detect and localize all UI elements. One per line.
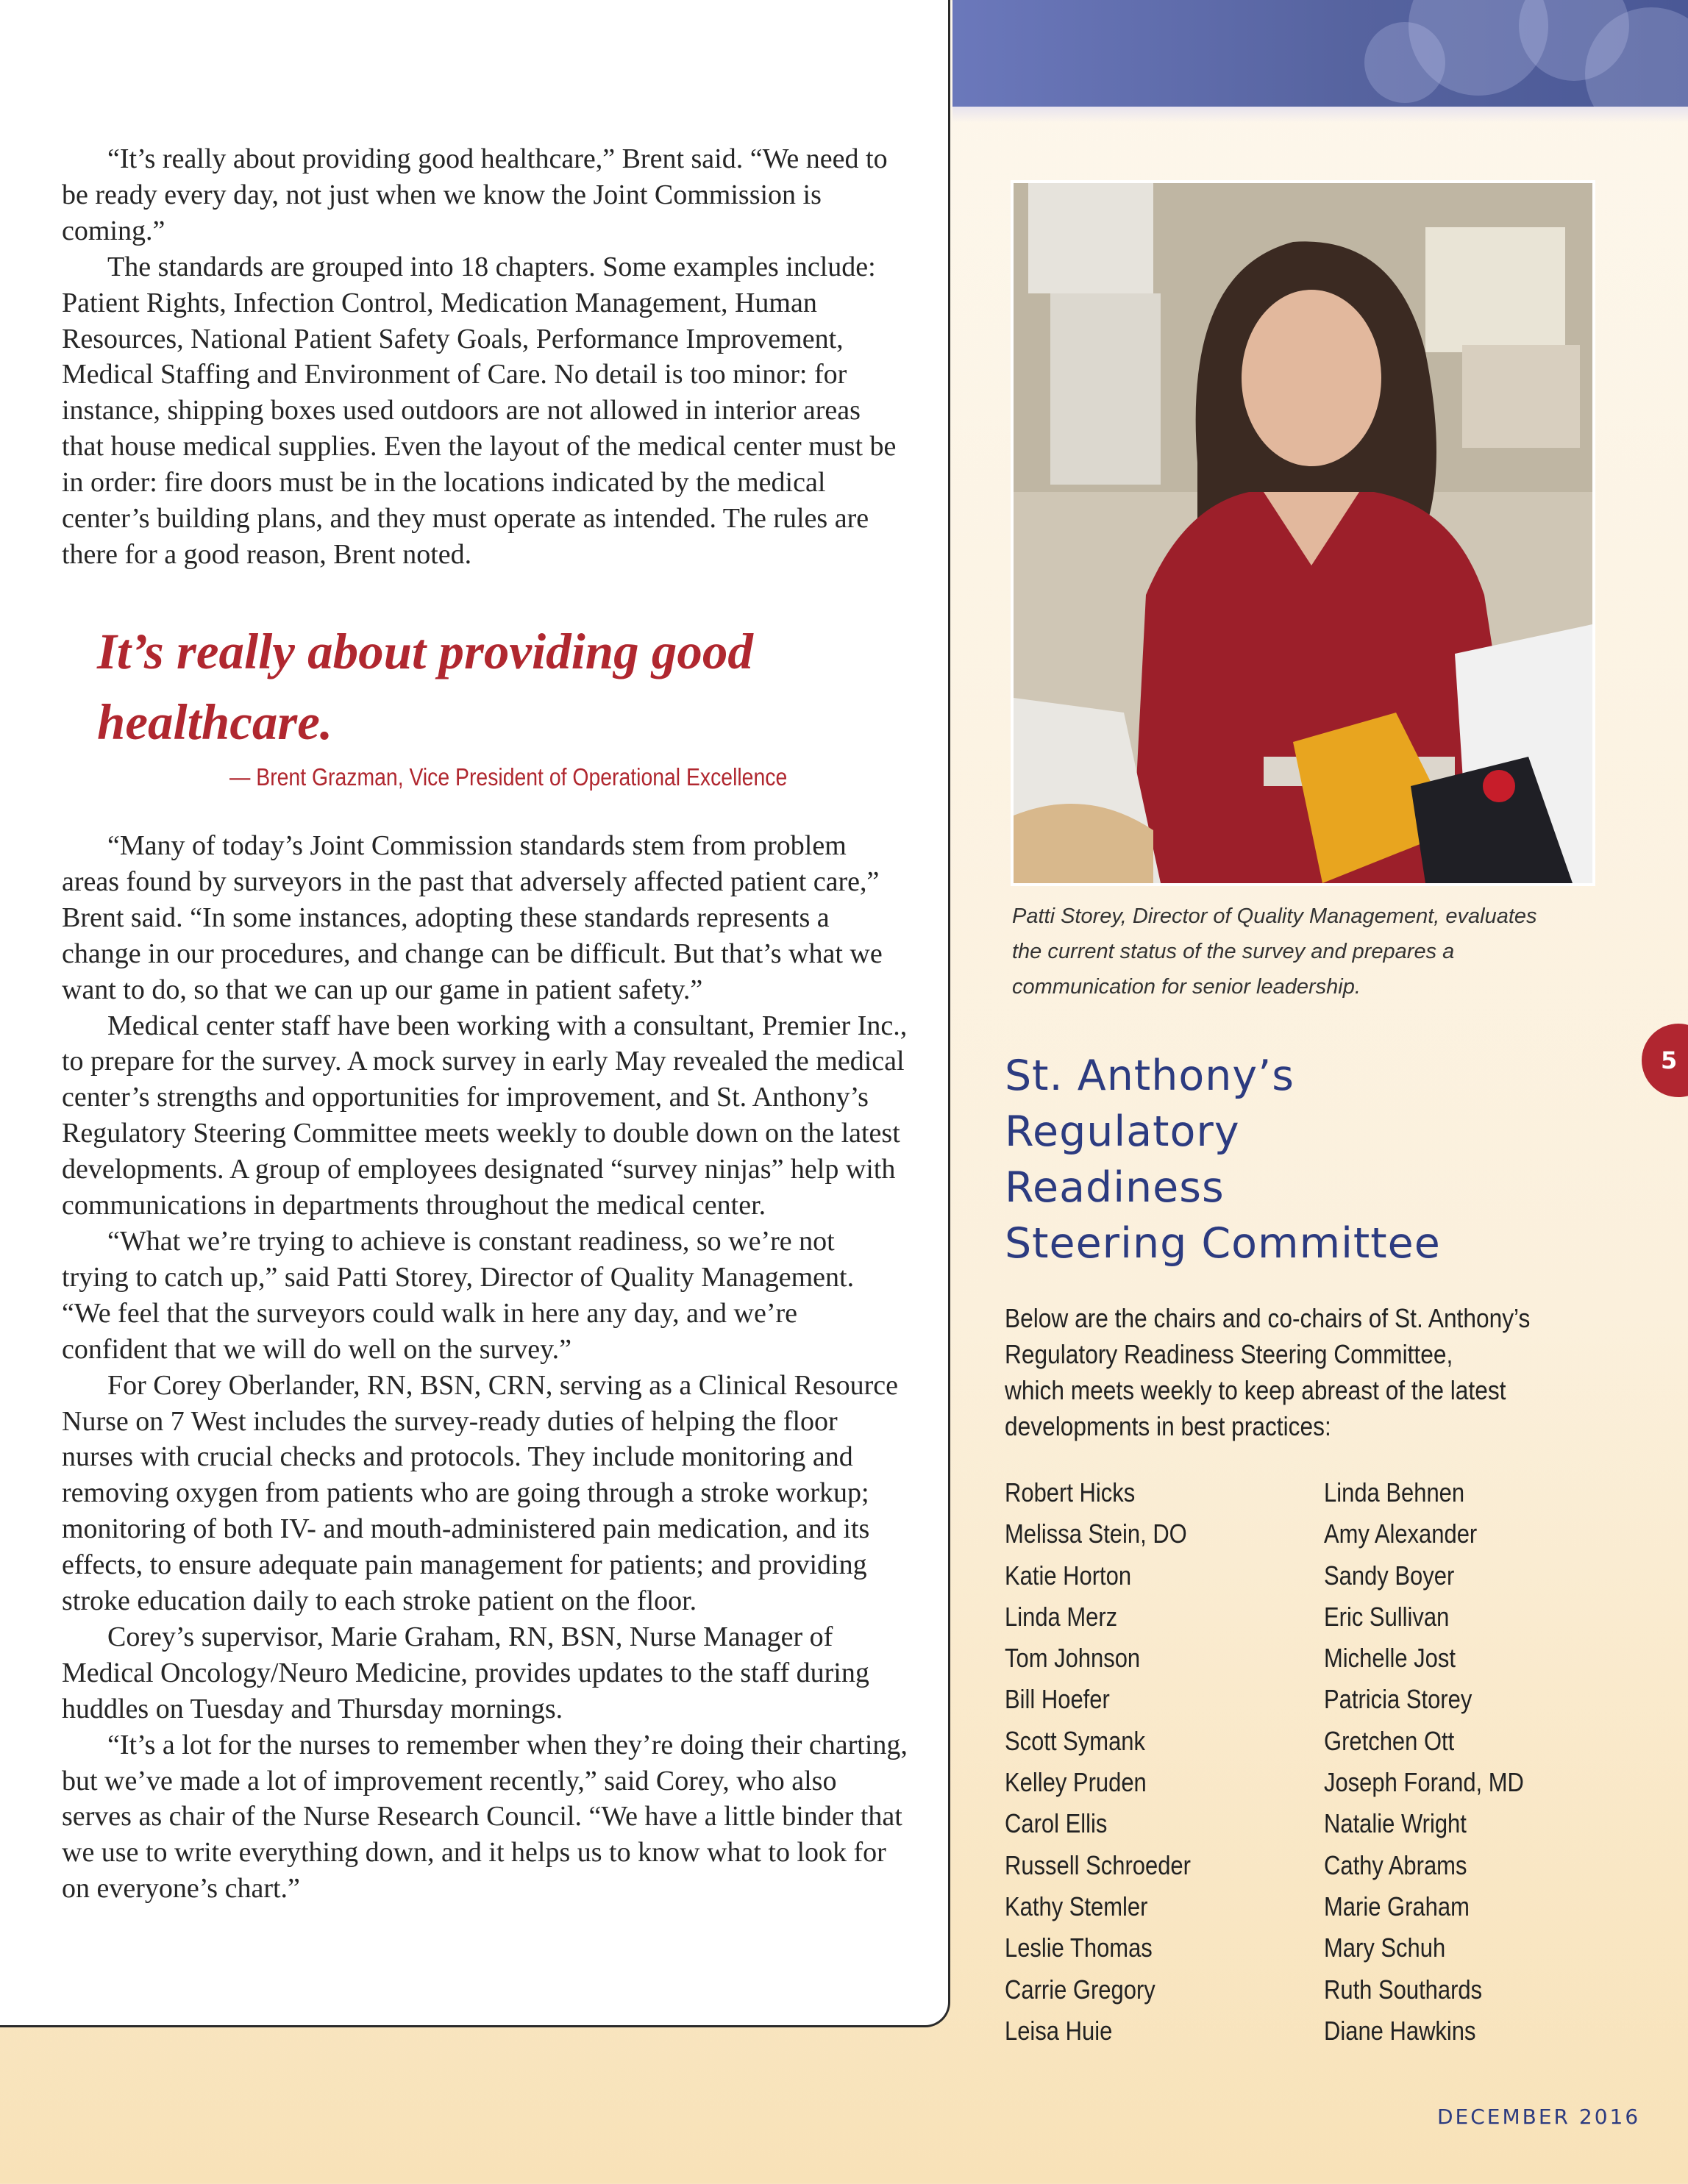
member-name: Marie Graham <box>1324 1891 1470 1921</box>
caption-line: communication for senior leadership. <box>1012 975 1361 999</box>
committee-title <box>1005 1048 1630 1271</box>
committee-names-left <box>1005 1472 1221 2052</box>
intro-line: which meets weekly to keep abreast of the latest <box>1005 1375 1506 1405</box>
member-name: Melissa Stein, DO <box>1005 1519 1187 1549</box>
member-name: Michelle Jost <box>1324 1643 1456 1674</box>
member-name: Cathy Abrams <box>1324 1849 1467 1880</box>
pull-quote-attribution: — Brent Grazman, Vice President of Operational Excellence <box>229 763 788 791</box>
member-name: Carol Ellis <box>1005 1808 1108 1839</box>
intro-line: Below are the chairs and co-chairs of St. Anthony’s <box>1005 1303 1531 1333</box>
intro-line: Regulatory Readiness Steering Committee, <box>1005 1339 1453 1369</box>
member-name: Eric Sullivan <box>1324 1601 1450 1632</box>
member-name: Sandy Boyer <box>1324 1560 1455 1591</box>
committee-title-line: Readiness <box>1005 1163 1225 1212</box>
member-name: Kathy Stemler <box>1005 1891 1148 1921</box>
member-name: Carrie Gregory <box>1005 1974 1155 2005</box>
member-name: Patricia Storey <box>1324 1684 1472 1715</box>
staff-photo <box>1011 180 1595 886</box>
caption-line: the current status of the survey and prepares a <box>1012 940 1455 963</box>
photo-caption <box>1012 899 1600 1004</box>
member-name: Gretchen Ott <box>1324 1725 1455 1756</box>
member-name: Bill Hoefer <box>1005 1684 1110 1715</box>
member-name: Linda Behnen <box>1324 1477 1465 1507</box>
photo-illustration <box>1014 183 1592 883</box>
committee-title-line: Regulatory <box>1005 1107 1240 1156</box>
bokeh-circle <box>1364 22 1445 103</box>
committee-title-line: Steering Committee <box>1005 1219 1441 1268</box>
member-name: Amy Alexander <box>1324 1519 1478 1549</box>
pull-quote <box>97 616 906 757</box>
issue-footer: DECEMBER 2016 <box>1437 2105 1641 2129</box>
member-name: Natalie Wright <box>1324 1808 1467 1839</box>
member-name: Ruth Southards <box>1324 1974 1483 2005</box>
member-name: Kelley Pruden <box>1005 1767 1147 1798</box>
member-name: Katie Horton <box>1005 1560 1132 1591</box>
member-name: Robert Hicks <box>1005 1477 1136 1507</box>
committee-title-line: St. Anthony’s <box>1005 1052 1295 1100</box>
committee-names-right <box>1324 1472 1556 2052</box>
article-column-bottom <box>62 828 908 1907</box>
article-paragraph: For Corey Oberlander, RN, BSN, CRN, serving as a Clinical Resource Nurse on 7 West includes the survey-ready duties of helping the floor nurses with crucial checks and protocols. They include monitoring and removing oxygen from patients who are going through a stroke workup; monitoring of both IV- and mouth-administered pain medication, and its effects, to ensure adequate pain management for patients; and providing stroke education daily to each stroke patient on the floor. <box>62 1369 898 1617</box>
member-name: Linda Merz <box>1005 1601 1118 1632</box>
member-name: Tom Johnson <box>1005 1643 1141 1674</box>
article-paragraph: “It’s a lot for the nurses to remember when they’re doing their charting, but we’ve made a lot of improvement recently,” said Corey, who also serves as chair of the Nurse Research Council. “We have a little binder that we use to write everything down, and it helps us to know what to look for on everyone’s chart.” <box>62 1729 908 1905</box>
member-name: Diane Hawkins <box>1324 2015 1476 2046</box>
article-column-top <box>62 141 908 573</box>
intro-line: developments in best practices: <box>1005 1411 1331 1441</box>
article-paragraph: “It’s really about providing good healthcare,” Brent said. “We need to be ready every day, not just when we know the Joint Commission is coming.” <box>62 143 888 246</box>
header-band-shadow <box>952 107 1688 123</box>
caption-line: Patti Storey, Director of Quality Management, evaluates <box>1012 904 1537 928</box>
article-paragraph: “What we’re trying to achieve is constant readiness, so we’re not trying to catch up,” said Patti Storey, Director of Quality Management. “We feel that the surveyors could walk in here any day, and we’re confident that we will do well on the survey.” <box>62 1225 855 1365</box>
article-paragraph: Corey’s supervisor, Marie Graham, RN, BSN, Nurse Manager of Medical Oncology/Neuro Medicine, provides updates to the staff during huddles on Tuesday and Thursday mornings. <box>62 1621 869 1724</box>
pull-quote-text: It’s really about providing good healthcare. <box>97 624 753 750</box>
page-number-tab: 5 <box>1642 1024 1688 1097</box>
member-name: Russell Schroeder <box>1005 1849 1191 1880</box>
member-name: Leisa Huie <box>1005 2015 1113 2046</box>
article-paragraph: The standards are grouped into 18 chapters. Some examples include: Patient Rights, Infection Control, Medication Management, Human Resources, National Patient Safety Goals, Performance Improvement, Medical Staffing and Environment of Care. No detail is too minor: for instance, shipping boxes used outdoors are not allowed in interior areas that house medical supplies. Even the layout of the medical center must be in order: fire doors must be in the locations indicated by the medical center’s building plans, and they must operate as intended. The rules are there for a good reason, Brent noted. <box>62 251 897 570</box>
committee-intro <box>1005 1300 1608 1444</box>
article-paragraph: Medical center staff have been working with a consultant, Premier Inc., to prepare for the survey. A mock survey in early May revealed the medical center’s strengths and opportunities for improvement, and St. Anthony’s Regulatory Steering Committee meets weekly to double down on the latest developments. A group of employees designated “survey ninjas” help with communications in departments throughout the medical center. <box>62 1010 908 1221</box>
header-band <box>952 0 1688 107</box>
article-paragraph: “Many of today’s Joint Commission standards stem from problem areas found by surveyors in the past that adversely affected patient care,” Brent said. “In some instances, adopting these standards represents a change in our procedures, and change can be difficult. But that’s what we want to do, so that we can up our game in patient safety.” <box>62 830 883 1005</box>
member-name: Joseph Forand, MD <box>1324 1767 1524 1798</box>
member-name: Mary Schuh <box>1324 1933 1446 1963</box>
member-name: Leslie Thomas <box>1005 1933 1153 1963</box>
member-name: Scott Symank <box>1005 1725 1146 1756</box>
